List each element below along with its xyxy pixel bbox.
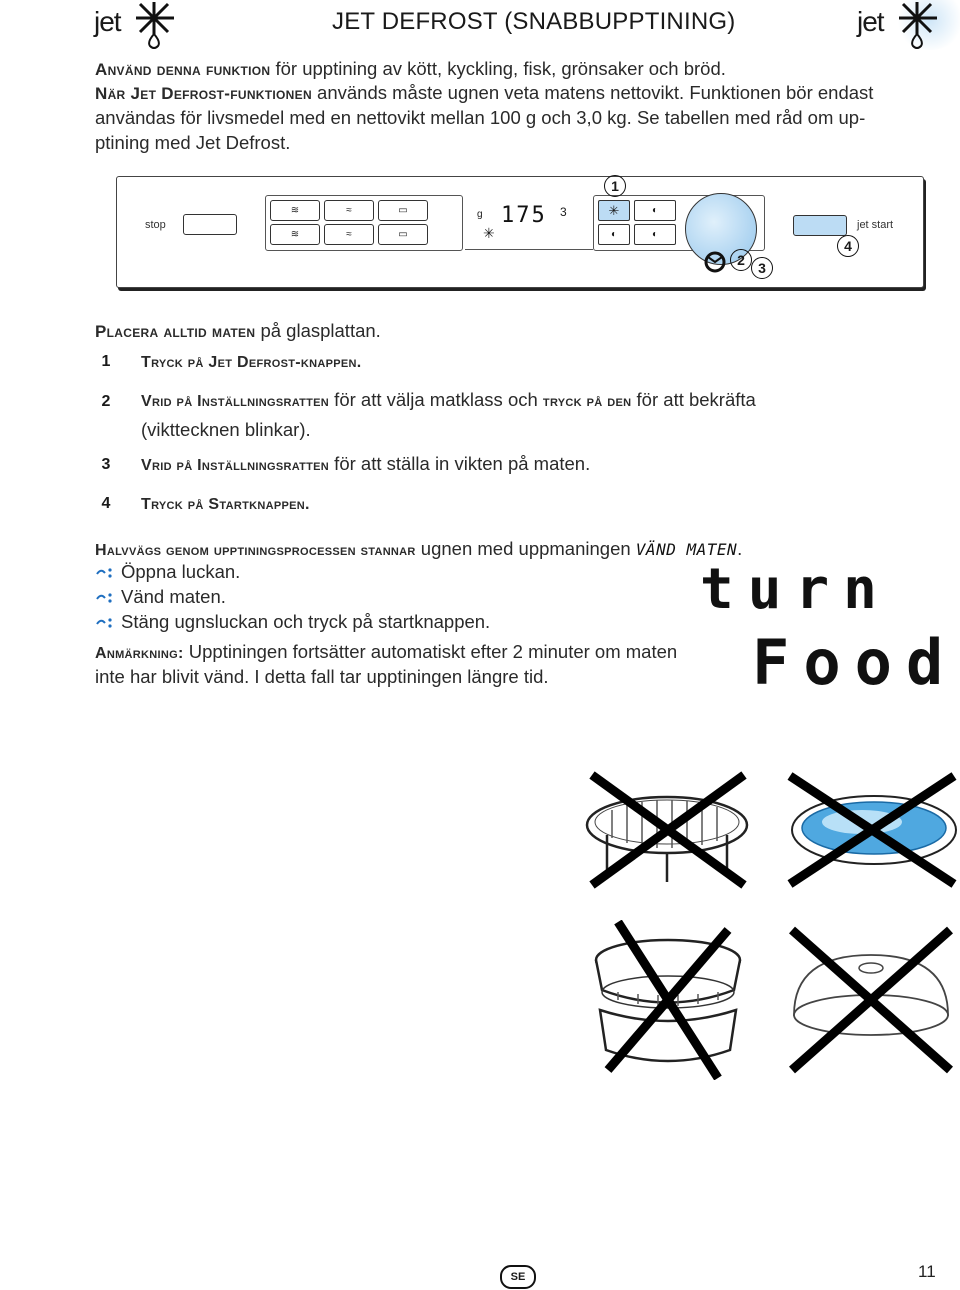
page-title: JET DEFROST (SNABBUPPTINING): [332, 8, 736, 35]
intro-text-1: för upptining av kött, kyckling, fisk, grönsaker och bröd.: [270, 58, 726, 79]
callout-1: 1: [604, 175, 626, 197]
step-3-label: Vrid på Inställningsratten: [141, 457, 330, 474]
callout-3: 3: [751, 257, 773, 279]
step-2-label: Vrid på Inställningsratten: [141, 393, 330, 410]
cycle-bullet-icon: [95, 615, 115, 631]
callout-4: 4: [837, 235, 859, 257]
intro-label-2: När Jet Defrost-funktionen: [95, 84, 312, 103]
auto-program-button-4[interactable]: ≋: [270, 224, 320, 245]
defrost-indicator-icon: ✳: [483, 225, 495, 241]
callout-2: 2: [730, 249, 752, 271]
intro-label-1: Använd denna funktion: [95, 60, 271, 79]
cycle-bullet-icon: [95, 590, 115, 606]
bullet-2: [95, 585, 226, 609]
snowflake-droplet-icon: [130, 0, 180, 50]
stop-label: stop: [145, 219, 166, 231]
steamer-crossed-illustration: [578, 920, 758, 1080]
rotate-press-icon: [704, 251, 726, 273]
auto-program-button-1[interactable]: ≋: [270, 200, 320, 221]
intro-line-2: [95, 80, 873, 106]
note-line-2: inte har blivit vänd. I detta fall tar upptiningen längre tid.: [95, 666, 549, 687]
display-value: 175: [501, 203, 547, 228]
bullet-3: [95, 610, 490, 634]
step-number-2: 2: [101, 393, 111, 410]
page-number: 11: [918, 1262, 936, 1281]
function-button-group: [265, 195, 463, 251]
oven-control-panel: [116, 176, 924, 288]
step-2-continued: (vikttecknen blinkar).: [141, 419, 311, 440]
jet-start-button[interactable]: [793, 215, 847, 236]
jet-logo-right: [855, 0, 945, 50]
step-1-label: Tryck på Jet Defrost-knappen.: [141, 354, 362, 371]
display-unit-g: g: [477, 209, 483, 220]
bullet-1: [95, 560, 240, 584]
bullet-3-text: Stäng ugnsluckan och tryck på startknappen.: [121, 611, 491, 632]
note-text-1: Upptiningen fortsätter automatiskt efter 2 minuter om maten: [183, 641, 678, 662]
step-number-3: 3: [101, 456, 111, 473]
intro-text-2: används måste ugnen veta matens nettovikt. Funktionen bör endast: [311, 82, 874, 103]
snowflake-droplet-icon: [893, 0, 943, 50]
crisp-plate-crossed-illustration: [782, 770, 960, 890]
auto-program-button-6[interactable]: ▭: [378, 224, 428, 245]
bullet-2-text: Vänd maten.: [121, 586, 226, 607]
auto-program-button-5[interactable]: ≈: [324, 224, 374, 245]
jet-function-button-4[interactable]: ◐: [634, 224, 676, 245]
step-2-text-2: för att bekräfta: [631, 389, 756, 410]
halfway-line: Halvvägs genom upptiningsprocessen stannar ugnen med uppmaningen VÄND MATEN.: [95, 538, 743, 559]
jet-function-button-2[interactable]: ◐: [634, 200, 676, 221]
auto-program-button-2[interactable]: ≈: [324, 200, 374, 221]
stop-button[interactable]: [183, 214, 237, 235]
logo-text: jet: [857, 6, 884, 37]
wire-rack-crossed-illustration: [572, 770, 762, 890]
note-line-1: [95, 639, 677, 666]
display-turn: turn: [700, 557, 891, 622]
step-4-label: Tryck på Startknappen.: [141, 496, 310, 513]
halfway-text: ugnen med uppmaningen: [415, 538, 636, 559]
step-2-label-2: tryck på den: [542, 393, 632, 410]
digital-display: [465, 195, 593, 250]
step-2-text: för att välja matklass och: [329, 389, 543, 410]
step-1: [141, 346, 841, 378]
step-number-1: 1: [101, 353, 111, 370]
jet-logo-left: [92, 0, 182, 50]
placement-line: [95, 318, 381, 344]
placement-label: Placera alltid maten: [95, 322, 256, 341]
step-3-text: för att ställa in vikten på maten.: [329, 453, 591, 474]
cover-lid-crossed-illustration: [782, 920, 960, 1080]
jet-defrost-button[interactable]: ✳: [598, 200, 630, 221]
step-4: [141, 488, 841, 520]
step-2: [141, 385, 841, 417]
halfway-label: Halvvägs genom upptiningsprocessen stannar: [95, 542, 416, 559]
language-badge: SE: [500, 1265, 536, 1289]
cycle-bullet-icon: [95, 565, 115, 581]
display-unit-right: 3: [560, 205, 567, 219]
auto-program-button-3[interactable]: ▭: [378, 200, 428, 221]
halfway-lcd: VÄND MATEN: [635, 540, 738, 559]
step-3: [141, 449, 841, 481]
intro-line-3: användas för livsmedel med en nettovikt mellan 100 g och 3,0 kg. Se tabellen med råd om up-: [95, 107, 866, 128]
placement-text: på glasplattan.: [255, 320, 381, 341]
note-label: Anmärkning:: [95, 645, 184, 662]
display-food: Food: [752, 626, 958, 699]
start-label: jet start: [857, 219, 894, 231]
jet-function-button-3[interactable]: ◐: [598, 224, 630, 245]
intro-line-4: ptining med Jet Defrost.: [95, 132, 291, 153]
bullet-1-text: Öppna luckan.: [121, 561, 241, 582]
step-number-4: 4: [101, 495, 111, 512]
intro-line-1: [95, 56, 726, 82]
logo-text: jet: [94, 6, 121, 37]
